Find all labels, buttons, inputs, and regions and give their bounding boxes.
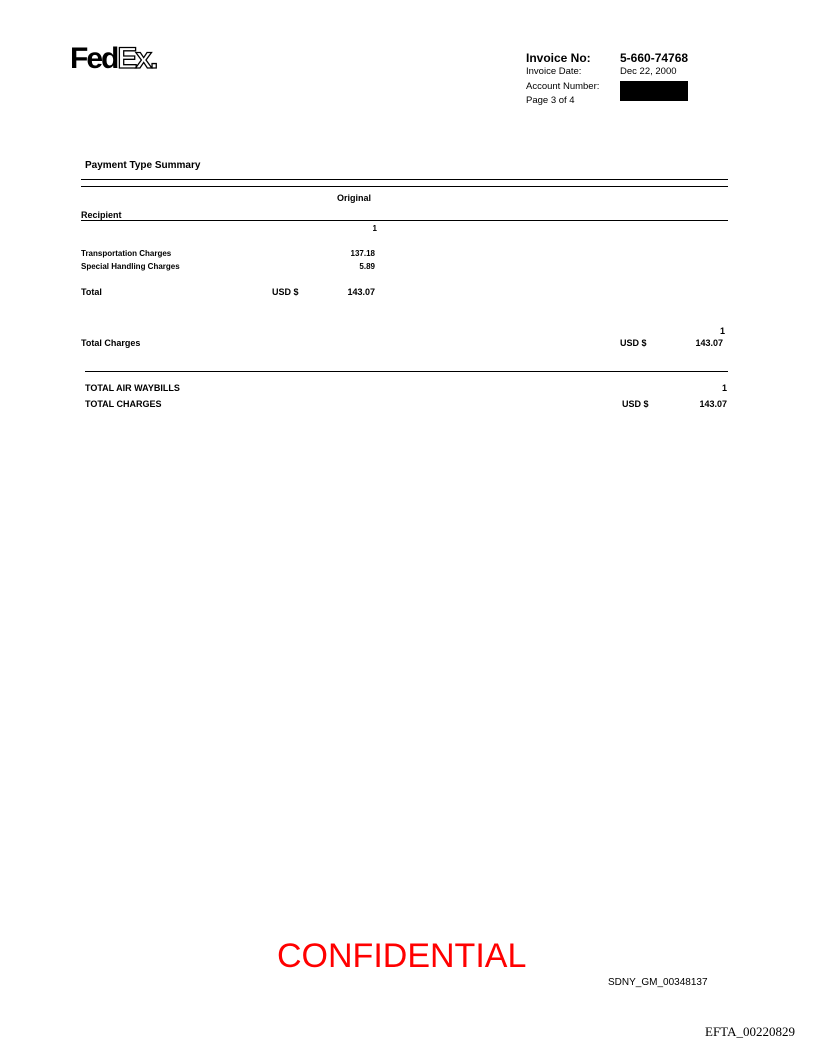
invoice-no-label: Invoice No:: [526, 51, 591, 65]
total-waybills-label: TOTAL AIR WAYBILLS: [85, 383, 180, 393]
total-charges-label: Total Charges: [81, 338, 141, 348]
total-charges-currency: USD $: [620, 338, 647, 348]
grand-total-label: TOTAL CHARGES: [85, 399, 162, 409]
total-charges-count: 1: [719, 326, 725, 336]
total-charges-value: 143.07: [695, 338, 723, 348]
invoice-no: 5-660-74768: [620, 51, 689, 65]
account-number-label: Account Number:: [526, 81, 600, 92]
grand-total-currency: USD $: [622, 399, 649, 409]
confidential-stamp: CONFIDENTIAL: [277, 937, 527, 975]
total-waybills-value: 1: [721, 383, 727, 393]
total-label: Total: [81, 287, 102, 297]
redaction-box: [620, 81, 688, 101]
group-header-recipient: Recipient: [81, 210, 122, 220]
efta-number: EFTA_00220829: [705, 1024, 795, 1039]
total-currency: USD $: [272, 287, 299, 297]
total-value: 143.07: [347, 287, 375, 297]
invoice-date-label: Invoice Date:: [526, 66, 582, 77]
column-header-original: Original: [337, 193, 372, 203]
grand-total-value: 143.07: [699, 399, 727, 409]
bates-number: SDNY_GM_00348137: [608, 977, 708, 988]
page-number: Page 3 of 4: [526, 95, 575, 106]
invoice-date: Dec 22, 2000: [620, 66, 677, 77]
logo-ex: Ex.: [117, 42, 157, 75]
row-value: 5.89: [359, 262, 375, 271]
row-label: Special Handling Charges: [81, 262, 180, 271]
shipment-count: 1: [372, 224, 377, 233]
fedex-logo: [70, 42, 156, 76]
logo-fed: Fed: [70, 42, 118, 75]
row-label: Transportation Charges: [81, 249, 172, 258]
divider: [81, 186, 728, 187]
divider: [81, 220, 728, 221]
divider: [85, 371, 728, 372]
row-value: 137.18: [350, 249, 375, 258]
divider: [81, 179, 728, 180]
section-title: Payment Type Summary: [85, 160, 201, 171]
